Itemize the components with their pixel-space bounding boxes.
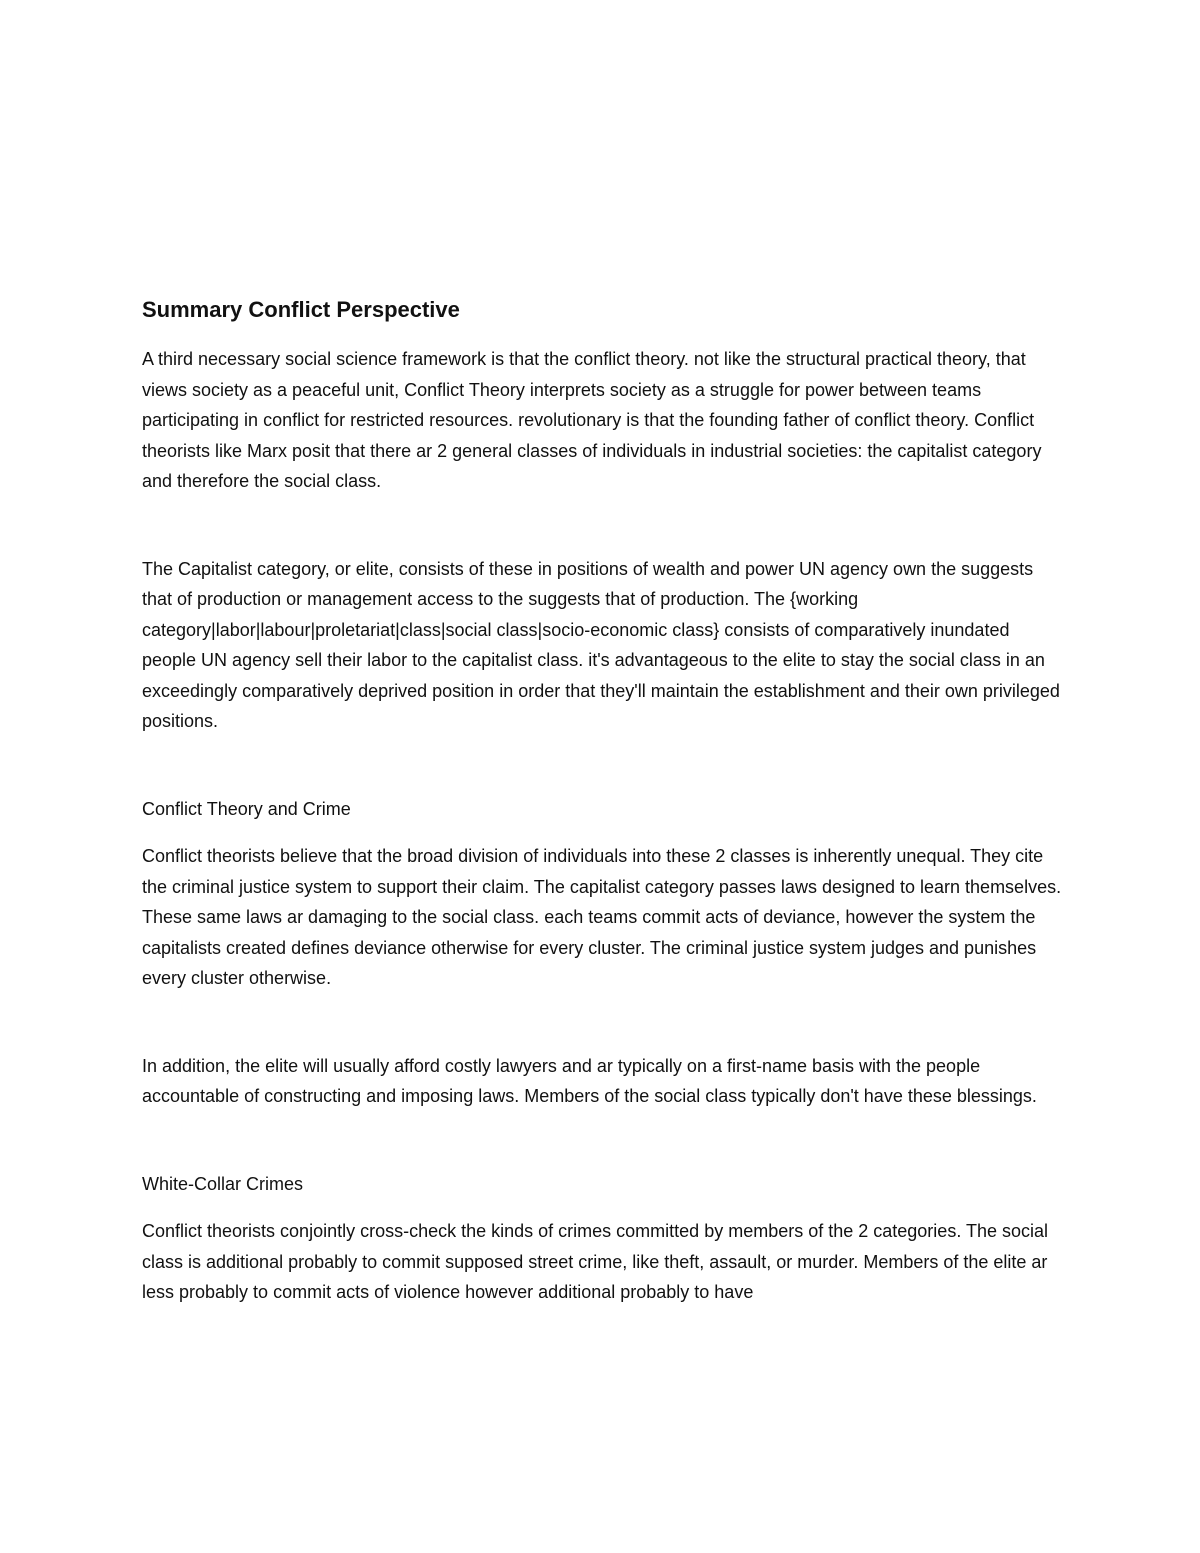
intro-paragraph: A third necessary social science framework is that the conflict theory. not like the structural practical theory, that views society as a peaceful unit, Conflict Theory interprets society as a struggle for power between teams participating in conflict for restricted resources. revolutionary is that the founding father of conflict theory. Conflict theorists like Marx posit that there ar 2 general classes of individuals in industrial societies: the capitalist category and therefore the social class.: [142, 349, 1042, 491]
paragraph-spacer: [142, 994, 1062, 1051]
paragraph-spacer: [142, 824, 1062, 841]
addition-paragraph: In addition, the elite will usually afford costly lawyers and ar typically on a first-name basis with the people accountable of constructing and imposing laws. Members of the social class typically don't have these blessings.: [142, 1055, 1037, 1106]
paragraph-spacer: [142, 1199, 1062, 1216]
crime-paragraph: Conflict theorists believe that the broad division of individuals into these 2 classes is inherently unequal. They cite the criminal justice system to support their claim. The capitalist category passes laws designed to learn themselves. These same laws ar damaging to the social class. each teams commit acts of deviance, however the system the capitalists created defines deviance otherwise for every cluster. The criminal justice system judges and punishes every cluster otherwise.: [142, 846, 1062, 988]
white-collar-paragraph: Conflict theorists conjointly cross-check the kinds of crimes committed by members of the 2 categories. The social class is additional probably to commit supposed street crime, like theft, assault, or murder. Members of the elite ar less probably to commit acts of violence however additional probably to have: [142, 1221, 1049, 1302]
paragraph-spacer: [142, 737, 1062, 794]
capitalist-paragraph: The Capitalist category, or elite, consists of these in positions of wealth and power UN agency own the suggests that of production or management access to the suggests that of production. The {working category|labor|labour|proletariat|class|social class|socio-economic class} consists of comparatively inundated people UN agency sell their labor to the capitalist class. it's advantageous to the elite to stay the social class in an exceedingly comparatively deprived position in order that they'll maintain the establishment and their own privileged positions.: [142, 558, 1060, 731]
document-body: [142, 294, 1062, 1308]
section-heading-white-collar: White-Collar Crimes: [142, 1173, 304, 1194]
paragraph-spacer: [142, 497, 1062, 554]
document-title: Summary Conflict Perspective: [142, 297, 460, 322]
paragraph-spacer: [142, 1112, 1062, 1169]
section-heading-crime: Conflict Theory and Crime: [142, 798, 351, 819]
